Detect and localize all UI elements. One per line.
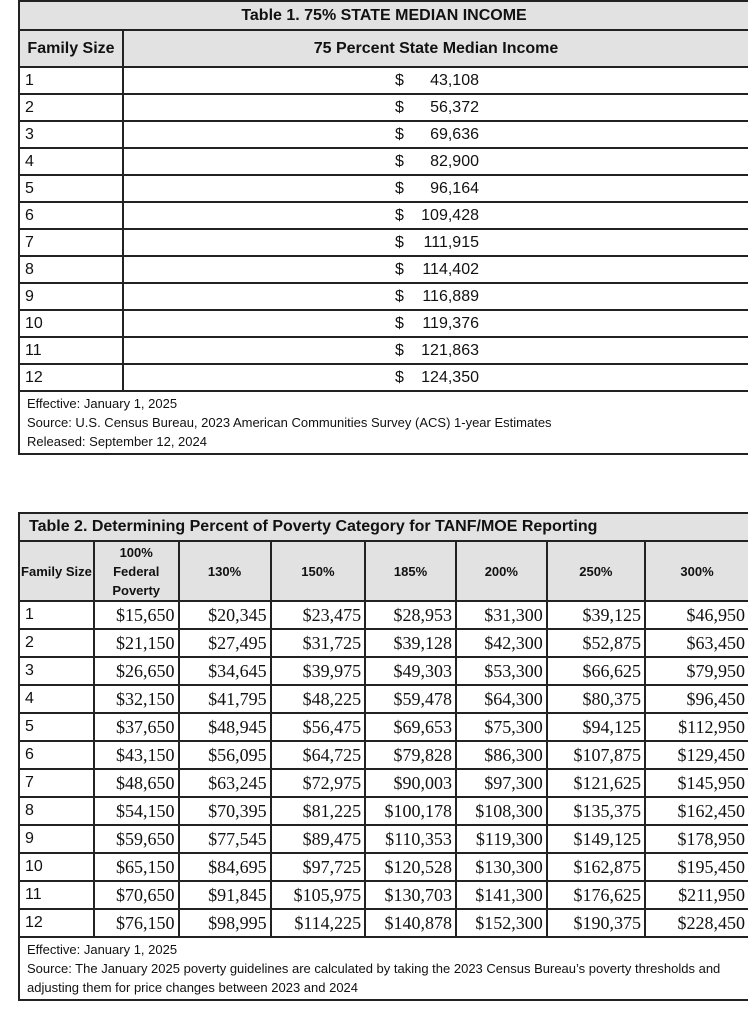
poverty-value-cell: $129,450 bbox=[645, 741, 748, 769]
table-row bbox=[19, 797, 748, 825]
family-size-cell: 2 bbox=[19, 94, 123, 121]
table-row bbox=[19, 175, 748, 202]
family-size-cell: 11 bbox=[19, 881, 94, 909]
currency-symbol: $ bbox=[395, 314, 404, 332]
column-header: 300% bbox=[645, 541, 748, 601]
income-amount: 124,350 bbox=[421, 368, 479, 386]
currency-symbol: $ bbox=[395, 179, 404, 197]
table2-footer bbox=[19, 937, 748, 1000]
poverty-value-cell: $66,625 bbox=[547, 657, 645, 685]
poverty-value-cell: $140,878 bbox=[365, 909, 456, 937]
family-size-cell: 8 bbox=[19, 256, 123, 283]
poverty-value-cell: $72,975 bbox=[271, 769, 366, 797]
income-amount: 43,108 bbox=[430, 71, 479, 89]
poverty-value-cell: $98,995 bbox=[179, 909, 271, 937]
income-value bbox=[395, 288, 479, 306]
poverty-value-cell: $195,450 bbox=[645, 853, 748, 881]
table2-body bbox=[19, 601, 748, 937]
column-header: 250% bbox=[547, 541, 645, 601]
family-size-cell: 3 bbox=[19, 121, 123, 148]
income-value bbox=[395, 180, 479, 198]
currency-symbol: $ bbox=[395, 368, 404, 386]
poverty-value-cell: $76,150 bbox=[94, 909, 179, 937]
poverty-value-cell: $63,450 bbox=[645, 629, 748, 657]
income-value bbox=[395, 207, 479, 225]
table1-released-note: Released: September 12, 2024 bbox=[27, 434, 207, 449]
poverty-value-cell: $190,375 bbox=[547, 909, 645, 937]
poverty-value-cell: $97,300 bbox=[456, 769, 547, 797]
poverty-value-cell: $64,725 bbox=[271, 741, 366, 769]
income-cell bbox=[123, 310, 748, 337]
poverty-value-cell: $28,953 bbox=[365, 601, 456, 629]
income-value bbox=[395, 72, 479, 90]
poverty-value-cell: $41,795 bbox=[179, 685, 271, 713]
income-cell bbox=[123, 175, 748, 202]
poverty-category-table bbox=[18, 512, 748, 1001]
poverty-value-cell: $48,225 bbox=[271, 685, 366, 713]
poverty-value-cell: $31,300 bbox=[456, 601, 547, 629]
income-value bbox=[395, 261, 479, 279]
family-size-cell: 8 bbox=[19, 797, 94, 825]
currency-symbol: $ bbox=[395, 98, 404, 116]
family-size-cell: 2 bbox=[19, 629, 94, 657]
table-row bbox=[19, 310, 748, 337]
state-median-income-table bbox=[18, 0, 748, 455]
income-cell bbox=[123, 148, 748, 175]
table-row bbox=[19, 229, 748, 256]
poverty-value-cell: $79,828 bbox=[365, 741, 456, 769]
income-cell bbox=[123, 94, 748, 121]
poverty-value-cell: $162,450 bbox=[645, 797, 748, 825]
currency-symbol: $ bbox=[395, 125, 404, 143]
family-size-cell: 9 bbox=[19, 283, 123, 310]
income-value bbox=[395, 315, 479, 333]
poverty-value-cell: $108,300 bbox=[456, 797, 547, 825]
currency-symbol: $ bbox=[395, 233, 404, 251]
poverty-value-cell: $152,300 bbox=[456, 909, 547, 937]
family-size-cell: 5 bbox=[19, 713, 94, 741]
poverty-value-cell: $135,375 bbox=[547, 797, 645, 825]
table-row bbox=[19, 67, 748, 94]
income-amount: 69,636 bbox=[430, 125, 479, 143]
table-row bbox=[19, 94, 748, 121]
income-value bbox=[395, 153, 479, 171]
currency-symbol: $ bbox=[395, 260, 404, 278]
family-size-cell: 1 bbox=[19, 601, 94, 629]
header-family-size: Family Size bbox=[19, 30, 123, 67]
income-cell bbox=[123, 229, 748, 256]
poverty-value-cell: $49,303 bbox=[365, 657, 456, 685]
poverty-value-cell: $97,725 bbox=[271, 853, 366, 881]
poverty-value-cell: $39,125 bbox=[547, 601, 645, 629]
income-cell bbox=[123, 67, 748, 94]
table-row bbox=[19, 881, 748, 909]
poverty-value-cell: $39,128 bbox=[365, 629, 456, 657]
poverty-value-cell: $34,645 bbox=[179, 657, 271, 685]
family-size-cell: 1 bbox=[19, 67, 123, 94]
poverty-value-cell: $75,300 bbox=[456, 713, 547, 741]
column-header: 100% Federal Poverty bbox=[94, 541, 179, 601]
table-row bbox=[19, 685, 748, 713]
poverty-value-cell: $46,950 bbox=[645, 601, 748, 629]
poverty-value-cell: $100,178 bbox=[365, 797, 456, 825]
poverty-value-cell: $59,478 bbox=[365, 685, 456, 713]
table1-footer bbox=[19, 391, 748, 454]
family-size-cell: 10 bbox=[19, 310, 123, 337]
column-header: Family Size bbox=[19, 541, 94, 601]
family-size-cell: 12 bbox=[19, 909, 94, 937]
poverty-value-cell: $120,528 bbox=[365, 853, 456, 881]
currency-symbol: $ bbox=[395, 206, 404, 224]
currency-symbol: $ bbox=[395, 71, 404, 89]
poverty-value-cell: $112,950 bbox=[645, 713, 748, 741]
poverty-value-cell: $228,450 bbox=[645, 909, 748, 937]
income-amount: 116,889 bbox=[422, 287, 479, 305]
family-size-cell: 11 bbox=[19, 337, 123, 364]
poverty-value-cell: $121,625 bbox=[547, 769, 645, 797]
table-row bbox=[19, 121, 748, 148]
income-cell bbox=[123, 364, 748, 391]
table2-source-note: Source: The January 2025 poverty guidelines are calculated by taking the 2023 Census Bureau’s poverty thresholds and adjusting them for price changes between 2023 and 2024 bbox=[27, 961, 721, 995]
family-size-cell: 5 bbox=[19, 175, 123, 202]
poverty-value-cell: $77,545 bbox=[179, 825, 271, 853]
table-row bbox=[19, 629, 748, 657]
poverty-value-cell: $48,650 bbox=[94, 769, 179, 797]
income-cell bbox=[123, 121, 748, 148]
poverty-value-cell: $20,345 bbox=[179, 601, 271, 629]
income-cell bbox=[123, 256, 748, 283]
poverty-value-cell: $27,495 bbox=[179, 629, 271, 657]
poverty-value-cell: $119,300 bbox=[456, 825, 547, 853]
table-row bbox=[19, 256, 748, 283]
header-75-percent-smi: 75 Percent State Median Income bbox=[123, 30, 748, 67]
table-row bbox=[19, 909, 748, 937]
poverty-value-cell: $21,150 bbox=[94, 629, 179, 657]
table-row bbox=[19, 364, 748, 391]
poverty-value-cell: $64,300 bbox=[456, 685, 547, 713]
poverty-value-cell: $70,395 bbox=[179, 797, 271, 825]
column-header: 185% bbox=[365, 541, 456, 601]
poverty-value-cell: $107,875 bbox=[547, 741, 645, 769]
income-cell bbox=[123, 202, 748, 229]
poverty-value-cell: $31,725 bbox=[271, 629, 366, 657]
poverty-value-cell: $90,003 bbox=[365, 769, 456, 797]
table1-source-note: Source: U.S. Census Bureau, 2023 American Communities Survey (ACS) 1-year Estimates bbox=[27, 415, 552, 430]
poverty-value-cell: $130,300 bbox=[456, 853, 547, 881]
poverty-value-cell: $105,975 bbox=[271, 881, 366, 909]
poverty-value-cell: $80,375 bbox=[547, 685, 645, 713]
table1-header-row bbox=[19, 30, 748, 67]
income-amount: 119,376 bbox=[422, 314, 479, 332]
poverty-value-cell: $176,625 bbox=[547, 881, 645, 909]
poverty-value-cell: $56,475 bbox=[271, 713, 366, 741]
table-row bbox=[19, 825, 748, 853]
poverty-value-cell: $89,475 bbox=[271, 825, 366, 853]
family-size-cell: 3 bbox=[19, 657, 94, 685]
income-value bbox=[395, 369, 479, 387]
poverty-value-cell: $56,095 bbox=[179, 741, 271, 769]
poverty-value-cell: $65,150 bbox=[94, 853, 179, 881]
poverty-value-cell: $26,650 bbox=[94, 657, 179, 685]
income-value bbox=[395, 99, 479, 117]
column-header: 200% bbox=[456, 541, 547, 601]
table1-effective-note: Effective: January 1, 2025 bbox=[27, 396, 178, 411]
poverty-value-cell: $94,125 bbox=[547, 713, 645, 741]
income-amount: 82,900 bbox=[430, 152, 479, 170]
poverty-value-cell: $114,225 bbox=[271, 909, 366, 937]
poverty-value-cell: $149,125 bbox=[547, 825, 645, 853]
table2-header-row bbox=[19, 541, 748, 601]
poverty-value-cell: $81,225 bbox=[271, 797, 366, 825]
table1-body bbox=[19, 67, 748, 391]
poverty-value-cell: $84,695 bbox=[179, 853, 271, 881]
column-header: 130% bbox=[179, 541, 271, 601]
currency-symbol: $ bbox=[395, 152, 404, 170]
column-header: 150% bbox=[271, 541, 366, 601]
poverty-value-cell: $79,950 bbox=[645, 657, 748, 685]
family-size-cell: 7 bbox=[19, 229, 123, 256]
family-size-cell: 4 bbox=[19, 148, 123, 175]
poverty-value-cell: $63,245 bbox=[179, 769, 271, 797]
income-value bbox=[395, 234, 479, 252]
family-size-cell: 12 bbox=[19, 364, 123, 391]
table-row bbox=[19, 202, 748, 229]
income-amount: 121,863 bbox=[421, 341, 479, 359]
currency-symbol: $ bbox=[395, 341, 404, 359]
currency-symbol: $ bbox=[395, 287, 404, 305]
poverty-value-cell: $43,150 bbox=[94, 741, 179, 769]
poverty-value-cell: $130,703 bbox=[365, 881, 456, 909]
income-amount: 109,428 bbox=[421, 206, 479, 224]
poverty-value-cell: $141,300 bbox=[456, 881, 547, 909]
poverty-value-cell: $53,300 bbox=[456, 657, 547, 685]
table-row bbox=[19, 713, 748, 741]
family-size-cell: 7 bbox=[19, 769, 94, 797]
poverty-value-cell: $39,975 bbox=[271, 657, 366, 685]
income-value bbox=[395, 126, 479, 144]
poverty-value-cell: $23,475 bbox=[271, 601, 366, 629]
table-row bbox=[19, 657, 748, 685]
income-amount: 96,164 bbox=[430, 179, 479, 197]
income-cell bbox=[123, 283, 748, 310]
poverty-value-cell: $178,950 bbox=[645, 825, 748, 853]
poverty-value-cell: $162,875 bbox=[547, 853, 645, 881]
family-size-cell: 10 bbox=[19, 853, 94, 881]
poverty-value-cell: $91,845 bbox=[179, 881, 271, 909]
income-amount: 56,372 bbox=[430, 98, 479, 116]
table-row bbox=[19, 769, 748, 797]
table-row bbox=[19, 283, 748, 310]
poverty-value-cell: $211,950 bbox=[645, 881, 748, 909]
income-amount: 111,915 bbox=[423, 233, 479, 251]
poverty-value-cell: $37,650 bbox=[94, 713, 179, 741]
poverty-value-cell: $15,650 bbox=[94, 601, 179, 629]
table2-title: Table 2. Determining Percent of Poverty Category for TANF/MOE Reporting bbox=[19, 513, 748, 541]
poverty-value-cell: $145,950 bbox=[645, 769, 748, 797]
poverty-value-cell: $52,875 bbox=[547, 629, 645, 657]
poverty-value-cell: $69,653 bbox=[365, 713, 456, 741]
poverty-value-cell: $32,150 bbox=[94, 685, 179, 713]
poverty-value-cell: $54,150 bbox=[94, 797, 179, 825]
poverty-value-cell: $70,650 bbox=[94, 881, 179, 909]
poverty-value-cell: $86,300 bbox=[456, 741, 547, 769]
table-row bbox=[19, 741, 748, 769]
poverty-value-cell: $48,945 bbox=[179, 713, 271, 741]
family-size-cell: 6 bbox=[19, 741, 94, 769]
income-amount: 114,402 bbox=[422, 260, 479, 278]
income-value bbox=[395, 342, 479, 360]
poverty-value-cell: $42,300 bbox=[456, 629, 547, 657]
table2-effective-note: Effective: January 1, 2025 bbox=[27, 942, 178, 957]
table-row bbox=[19, 337, 748, 364]
poverty-value-cell: $96,450 bbox=[645, 685, 748, 713]
family-size-cell: 9 bbox=[19, 825, 94, 853]
family-size-cell: 6 bbox=[19, 202, 123, 229]
table-row bbox=[19, 601, 748, 629]
table1-title: Table 1. 75% STATE MEDIAN INCOME bbox=[19, 1, 748, 30]
income-cell bbox=[123, 337, 748, 364]
table-row bbox=[19, 853, 748, 881]
poverty-value-cell: $110,353 bbox=[365, 825, 456, 853]
family-size-cell: 4 bbox=[19, 685, 94, 713]
poverty-value-cell: $59,650 bbox=[94, 825, 179, 853]
table-row bbox=[19, 148, 748, 175]
